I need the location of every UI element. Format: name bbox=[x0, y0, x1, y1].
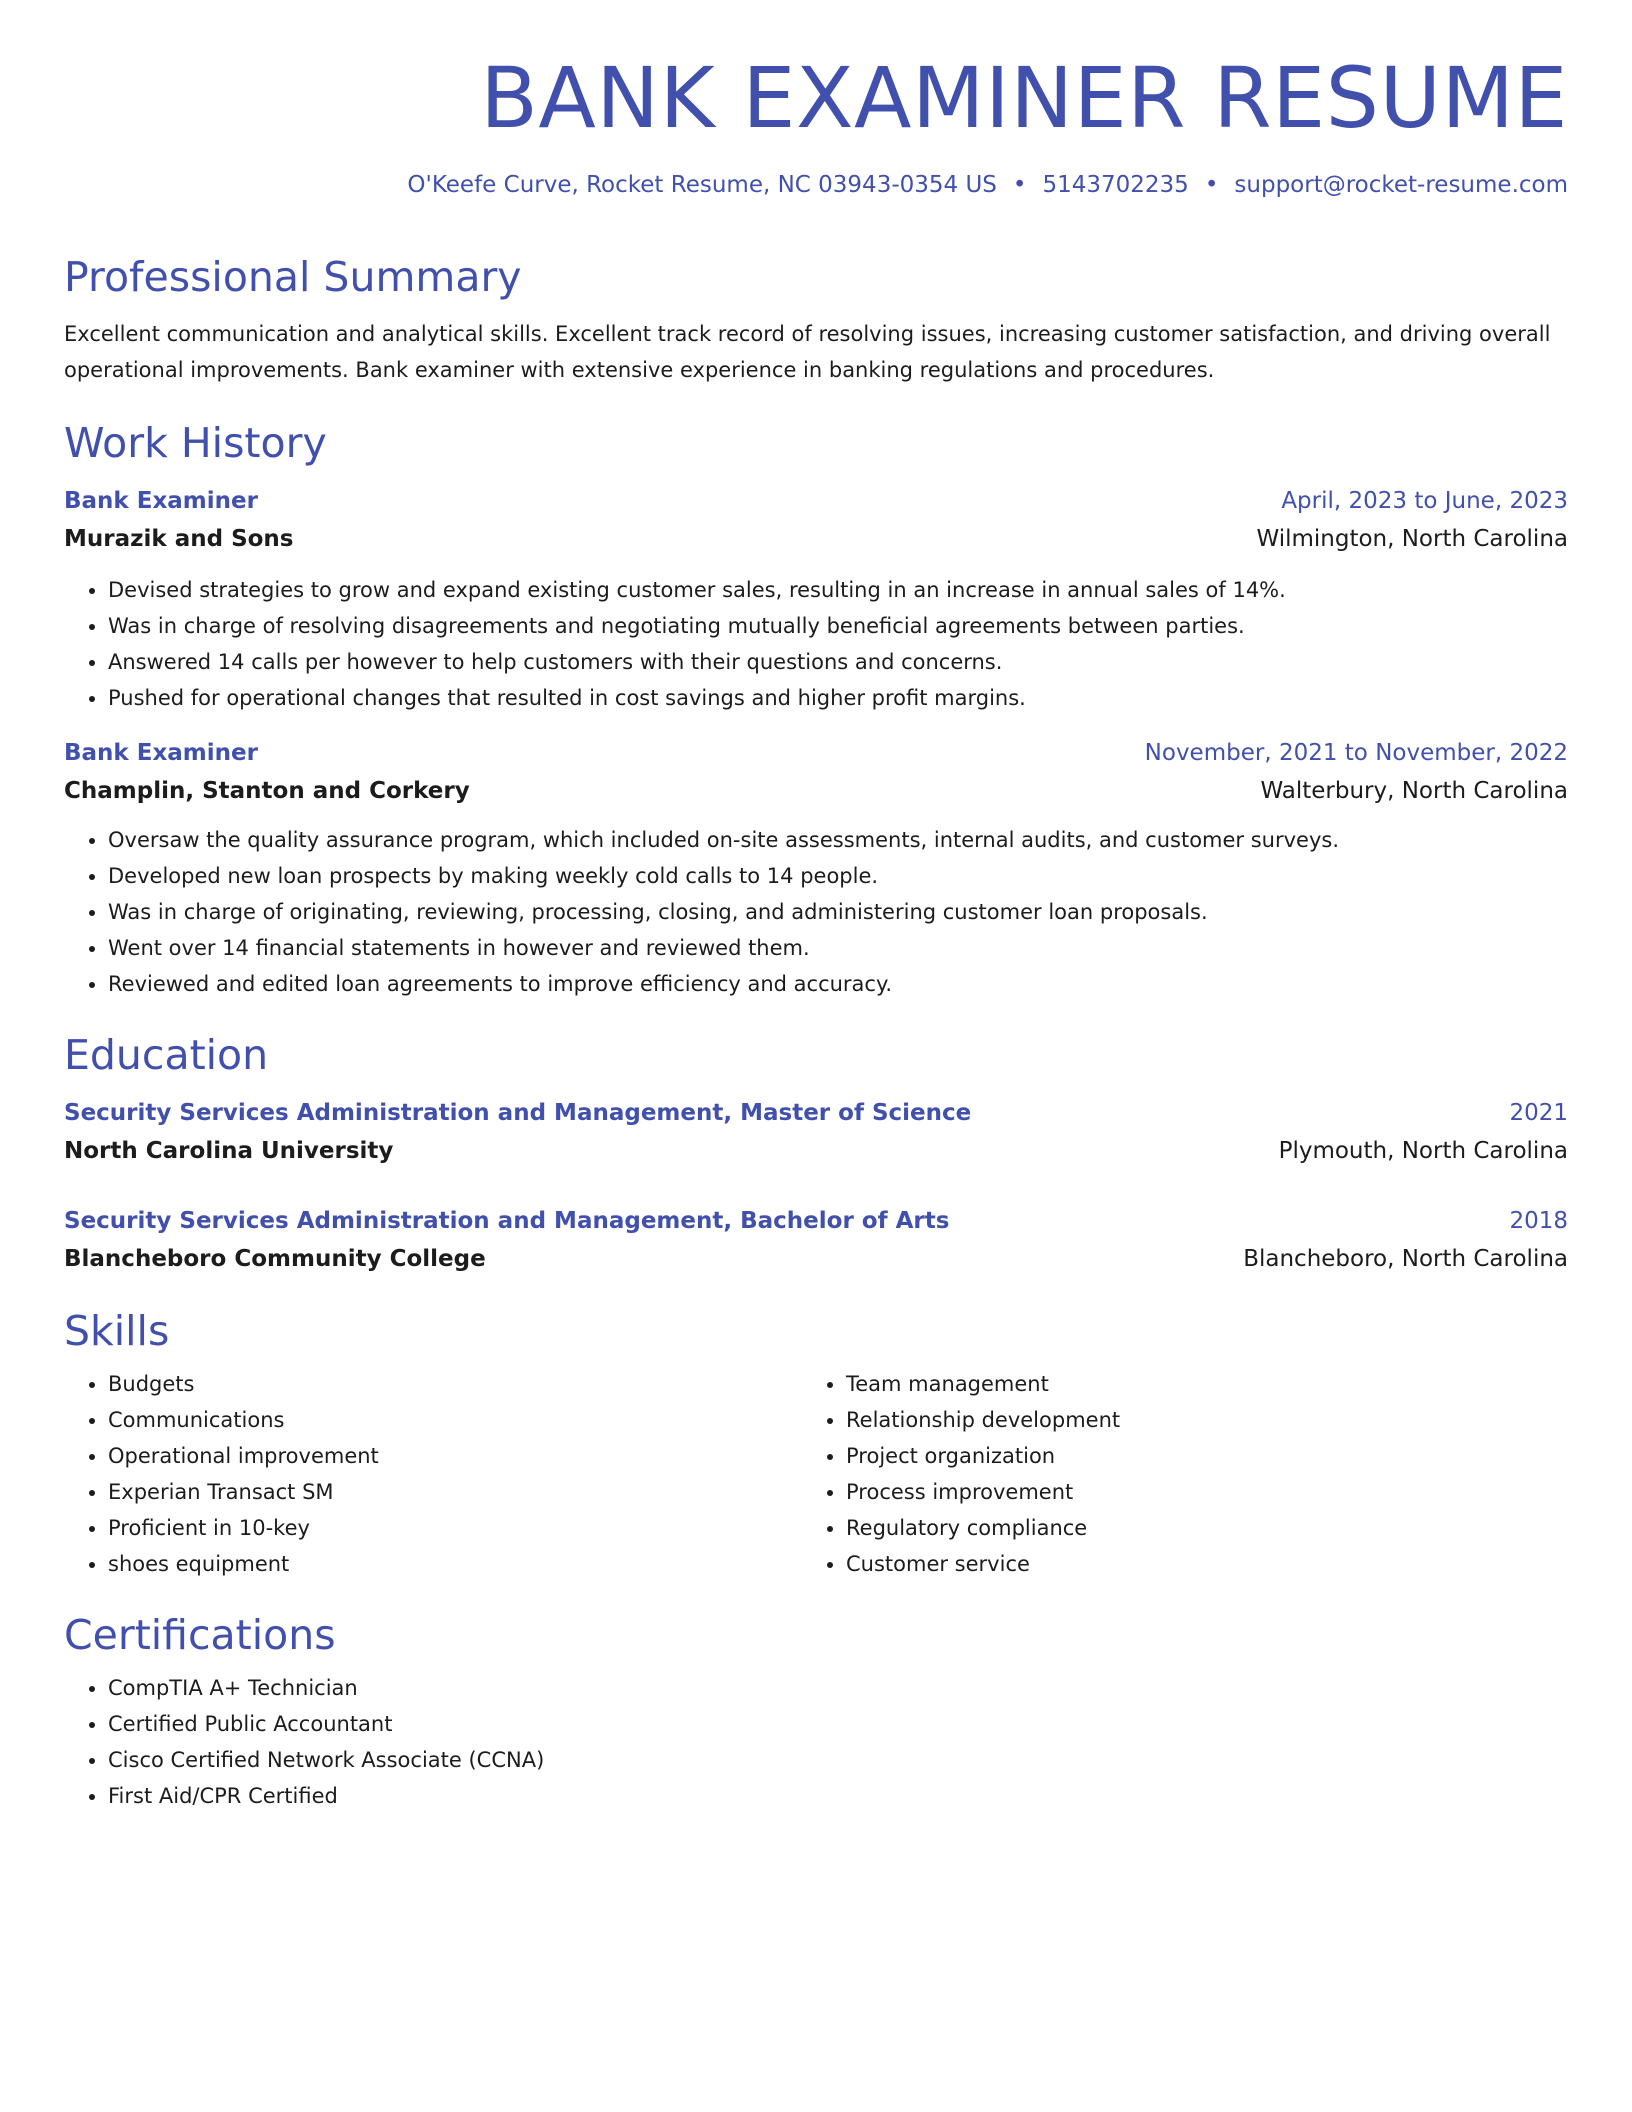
certifications-heading: Certifications bbox=[64, 1611, 336, 1659]
contact-email: support@rocket-resume.com bbox=[1234, 172, 1568, 198]
job-dates: April, 2023 to June, 2023 bbox=[1281, 488, 1568, 514]
list-item: • Project organization bbox=[846, 1438, 1540, 1474]
job-bullets bbox=[64, 822, 1568, 1002]
job-title: Bank Examiner bbox=[64, 488, 258, 514]
skills-list bbox=[64, 1366, 802, 1582]
list-item: • Reviewed and edited loan agreements to improve efficiency and accuracy. bbox=[108, 966, 1568, 1002]
resume-title: BANK EXAMINER RESUME bbox=[480, 49, 1568, 147]
education-year: 2021 bbox=[1509, 1100, 1568, 1126]
list-item: • Went over 14 financial statements in however and reviewed them. bbox=[108, 930, 1568, 966]
job-company: Champlin, Stanton and Corkery bbox=[64, 778, 470, 804]
work-history-section bbox=[64, 418, 1568, 1002]
education-degree: Security Services Administration and Management, Master of Science bbox=[64, 1100, 972, 1126]
list-item: • CompTIA A+ Technician bbox=[108, 1670, 1568, 1706]
education-school: Blancheboro Community College bbox=[64, 1246, 486, 1272]
list-item: • Answered 14 calls per however to help customers with their questions and concerns. bbox=[108, 644, 1568, 680]
contact-line bbox=[64, 168, 1568, 202]
education-entry bbox=[64, 1202, 1568, 1278]
education-header-row bbox=[64, 1202, 1568, 1240]
job-company-row bbox=[64, 772, 1568, 810]
job-header-row bbox=[64, 482, 1568, 520]
education-header-row bbox=[64, 1094, 1568, 1132]
list-item: • Experian Transact SM bbox=[108, 1474, 802, 1510]
list-item: • Proficient in 10-key bbox=[108, 1510, 802, 1546]
contact-phone: 5143702235 bbox=[1042, 172, 1189, 198]
job-entry bbox=[64, 482, 1568, 716]
list-item: • shoes equipment bbox=[108, 1546, 802, 1582]
skills-list bbox=[802, 1366, 1540, 1582]
skills-column-left bbox=[64, 1366, 802, 1582]
education-location: Plymouth, North Carolina bbox=[1278, 1138, 1568, 1164]
education-location: Blancheboro, North Carolina bbox=[1243, 1246, 1568, 1272]
list-item: • Devised strategies to grow and expand existing customer sales, resulting in an increase in annual sales of 14%. bbox=[108, 572, 1568, 608]
education-school-row bbox=[64, 1240, 1568, 1278]
list-item: • Communications bbox=[108, 1402, 802, 1438]
list-item: • Pushed for operational changes that resulted in cost savings and higher profit margins. bbox=[108, 680, 1568, 716]
job-location: Wilmington, North Carolina bbox=[1256, 526, 1568, 552]
job-entry bbox=[64, 734, 1568, 1002]
education-heading: Education bbox=[64, 1031, 269, 1079]
list-item: • Budgets bbox=[108, 1366, 802, 1402]
education-school-row bbox=[64, 1132, 1568, 1170]
education-degree: Security Services Administration and Management, Bachelor of Arts bbox=[64, 1208, 950, 1234]
list-item: • Oversaw the quality assurance program, which included on-site assessments, internal audits, and customer surveys. bbox=[108, 822, 1568, 858]
list-item: • Team management bbox=[846, 1366, 1540, 1402]
list-item: • Regulatory compliance bbox=[846, 1510, 1540, 1546]
job-title: Bank Examiner bbox=[64, 740, 258, 766]
job-dates: November, 2021 to November, 2022 bbox=[1144, 740, 1568, 766]
certifications-section bbox=[64, 1610, 1568, 1814]
list-item: • Developed new loan prospects by making weekly cold calls to 14 people. bbox=[108, 858, 1568, 894]
list-item: • First Aid/CPR Certified bbox=[108, 1778, 1568, 1814]
education-section bbox=[64, 1030, 1568, 1278]
job-bullets bbox=[64, 572, 1568, 716]
contact-separator: • bbox=[1204, 172, 1219, 198]
job-company-row bbox=[64, 520, 1568, 558]
job-company: Murazik and Sons bbox=[64, 526, 294, 552]
education-school: North Carolina University bbox=[64, 1138, 394, 1164]
summary-text: Excellent communication and analytical skills. Excellent track record of resolving issues, increasing customer satisfaction, and driving overall operational improvements. Bank examiner with extensive experience in banking regulations and procedures. bbox=[64, 322, 1551, 382]
list-item: • Process improvement bbox=[846, 1474, 1540, 1510]
summary-heading: Professional Summary bbox=[64, 253, 522, 301]
resume-header bbox=[64, 0, 1568, 202]
list-item: • Was in charge of originating, reviewing, processing, closing, and administering customer loan proposals. bbox=[108, 894, 1568, 930]
summary-section bbox=[64, 252, 1568, 388]
skills-heading: Skills bbox=[64, 1307, 170, 1355]
skills-section bbox=[64, 1306, 1568, 1582]
list-item: • Was in charge of resolving disagreements and negotiating mutually beneficial agreements between parties. bbox=[108, 608, 1568, 644]
skills-column-right bbox=[802, 1366, 1540, 1582]
list-item: • Cisco Certified Network Associate (CCNA) bbox=[108, 1742, 1568, 1778]
list-item: • Customer service bbox=[846, 1546, 1540, 1582]
list-item: • Relationship development bbox=[846, 1402, 1540, 1438]
job-header-row bbox=[64, 734, 1568, 772]
contact-separator: • bbox=[1012, 172, 1027, 198]
contact-address: O'Keefe Curve, Rocket Resume, NC 03943-0354 US bbox=[407, 172, 997, 198]
list-item: • Certified Public Accountant bbox=[108, 1706, 1568, 1742]
work-history-heading: Work History bbox=[64, 419, 327, 467]
education-year: 2018 bbox=[1509, 1208, 1568, 1234]
job-location: Walterbury, North Carolina bbox=[1260, 778, 1568, 804]
education-entry bbox=[64, 1094, 1568, 1170]
skills-columns bbox=[64, 1366, 1568, 1582]
list-item: • Operational improvement bbox=[108, 1438, 802, 1474]
certifications-list bbox=[64, 1670, 1568, 1814]
